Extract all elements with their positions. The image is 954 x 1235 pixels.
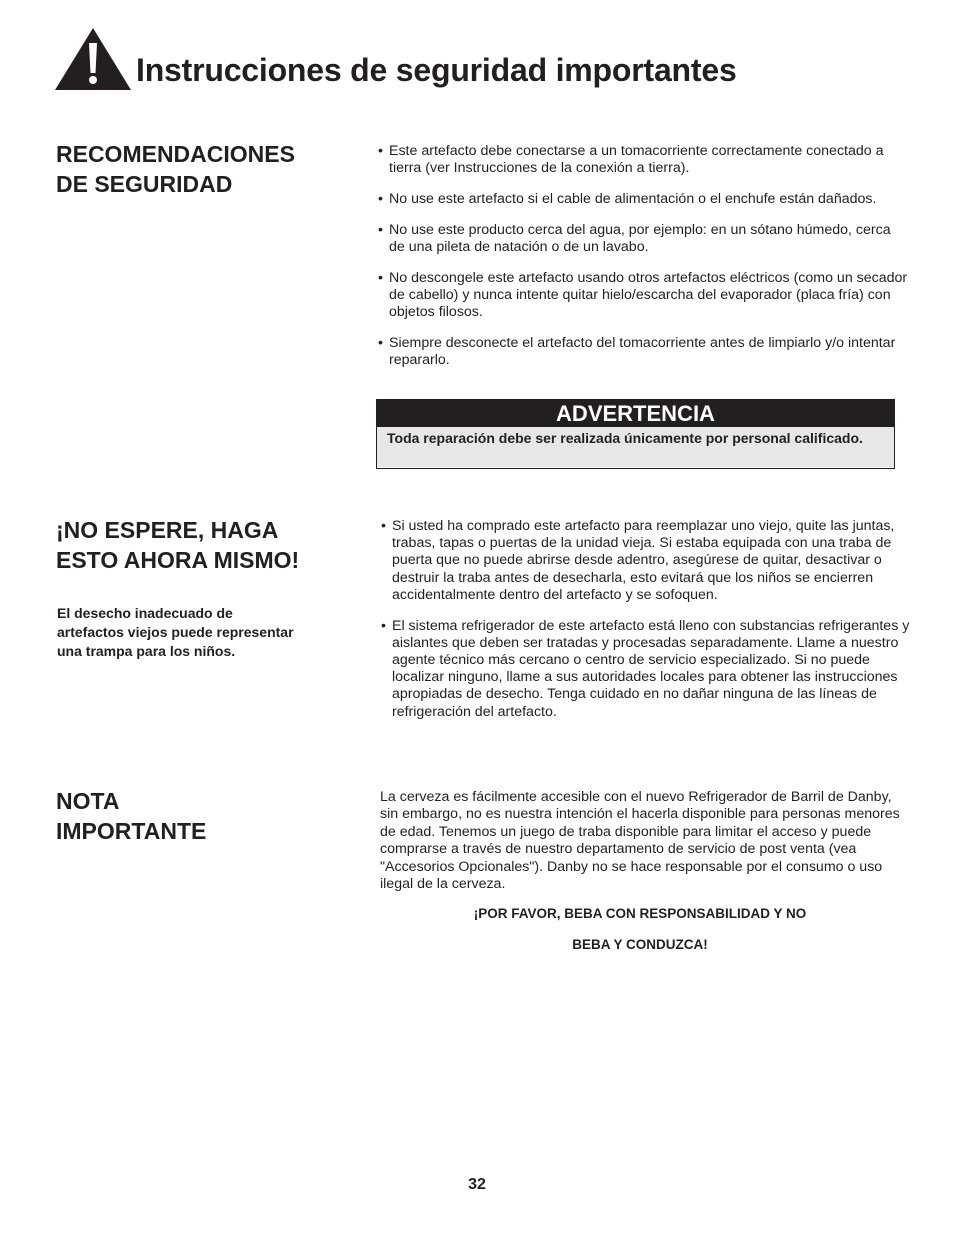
- responsible-drinking-line1: ¡POR FAVOR, BEBA CON RESPONSABILIDAD Y NO: [473, 906, 807, 921]
- important-note-heading-line2: IMPORTANTE: [56, 818, 207, 844]
- disposal-bullet: • Si usted ha comprado este artefacto para reemplazar uno viejo, quite las juntas, trabas, tapas o puertas de la unidad vieja. Si estaba equipada con una traba de puerta que no puede abrirse desde adentro, asegúrese de quitar, desactivar o destruir la traba antes de desecharla, esto evitará que los niños se encierren accidentalmente dentro del artefacto y se sofoquen.: [381, 518, 911, 604]
- important-note-heading-line1: NOTA: [56, 788, 120, 814]
- safety-bullet: • No descongele este artefacto usando otros artefactos eléctricos (como un secador de cabello) y nunca intente quitar hielo/escarcha del evaporador (placa fría) con objetos filosos.: [378, 270, 908, 322]
- responsible-drinking-line2: BEBA Y CONDUZCA!: [572, 937, 708, 952]
- safety-bullet: • Este artefacto debe conectarse a un tomacorriente correctamente conectado a tierra (ver Instrucciones de la conexión a tierra).: [378, 143, 908, 177]
- safety-heading: [56, 139, 346, 199]
- disposal-bullet-list: [381, 518, 911, 734]
- important-note-heading: [56, 786, 346, 846]
- safety-bullet-list: [378, 143, 908, 383]
- page-header: [55, 28, 915, 92]
- safety-bullet: • No use este producto cerca del agua, por ejemplo: en un sótano húmedo, cerca de una pileta de natación o de un lavabo.: [378, 222, 908, 256]
- important-note-text: La cerveza es fácilmente accesible con el nuevo Refrigerador de Barril de Danby, sin embargo, no es nuestra intención el hacerla disponible para personas menores de edad. Tenemos un juego de traba disponible para limitar el acceso y puede comprarse a través de nuestro departamento de servicio de post venta (vea "Accesorios Opcionales"). Danby no se hace responsable por el consumo o uso ilegal de la cerveza.: [380, 789, 900, 893]
- safety-bullet: • No use este artefacto si el cable de alimentación o el enchufe están dañados.: [378, 191, 908, 208]
- page-number: 32: [468, 1176, 486, 1193]
- disposal-bullet: • El sistema refrigerador de este artefacto está lleno con substancias refrigerantes y aislantes que deben ser tratadas y procesadas separadamente. Llame a nuestro agente técnico más cercano o centro de servicio especializado. Si no puede localizar ninguno, llame a sus autoridades locales para obtener las instrucciones apropiadas de desecho. Tenga cuidado en no dañar ninguna de las líneas de refrigeración del artefacto.: [381, 618, 911, 721]
- warning-title: ADVERTENCIA: [377, 400, 894, 427]
- safety-heading-line1: RECOMENDACIONES: [56, 141, 295, 167]
- safety-bullet: • Siempre desconecte el artefacto del tomacorriente antes de limpiarlo y/o intentar repararlo.: [378, 335, 908, 369]
- disposal-note: El desecho inadecuado de artefactos viejos puede representar una trampa para los niños.: [57, 605, 294, 660]
- safety-heading-line2: DE SEGURIDAD: [56, 171, 233, 197]
- warning-text: Toda reparación debe ser realizada únicamente por personal calificado.: [377, 427, 894, 467]
- disposal-heading-line2: ESTO AHORA MISMO!: [56, 547, 300, 573]
- warning-triangle-icon: [55, 28, 131, 92]
- disposal-heading-line1: ¡NO ESPERE, HAGA: [56, 517, 279, 543]
- page-title: Instrucciones de seguridad importantes: [136, 52, 737, 88]
- disposal-heading: [56, 515, 346, 575]
- warning-box: [376, 399, 895, 469]
